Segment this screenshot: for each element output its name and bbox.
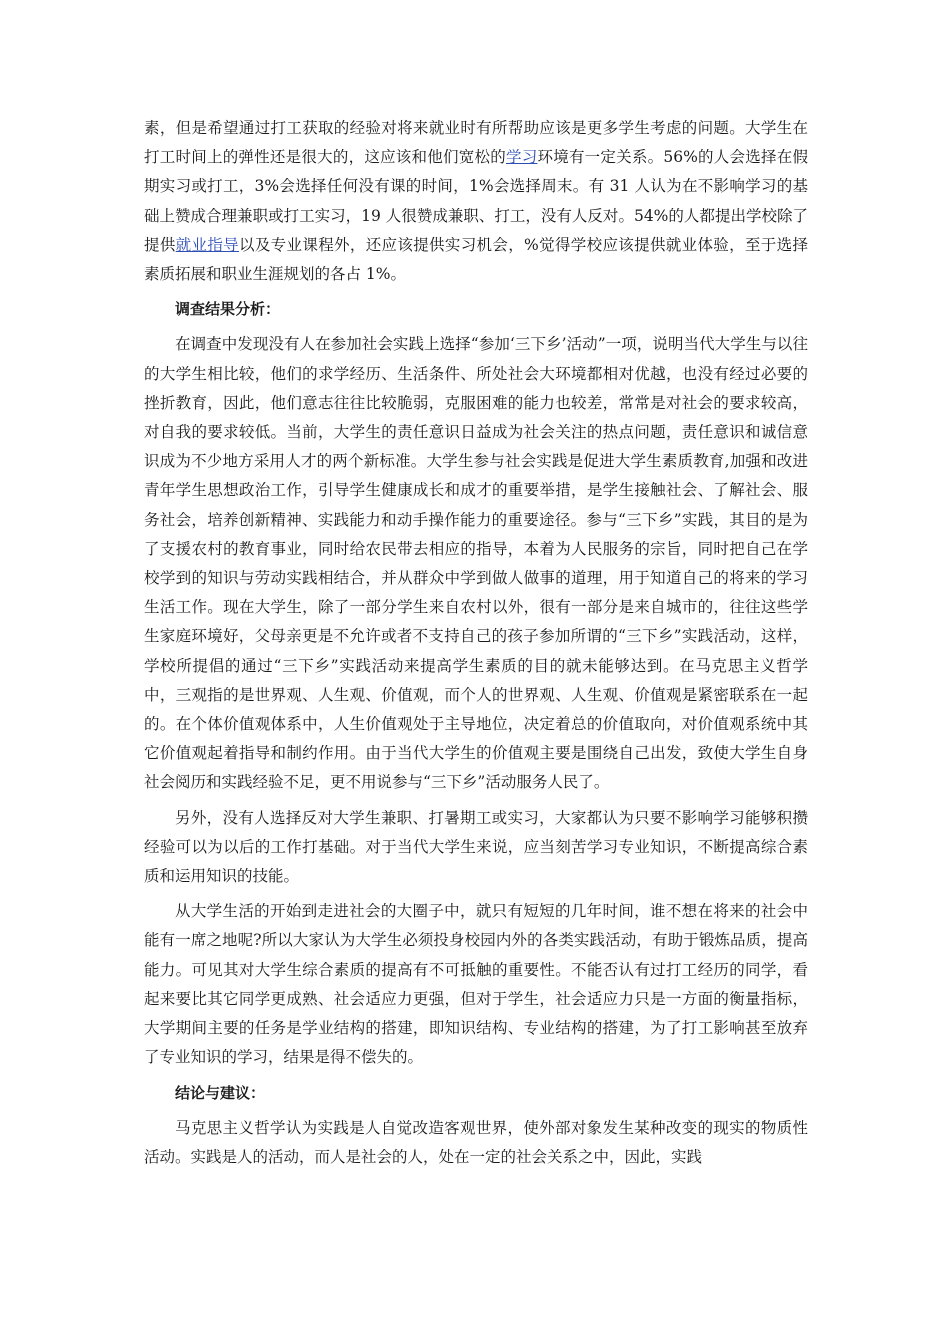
paragraph-part-time: 另外，没有人选择反对大学生兼职、打暑期工或实习，大家都认为只要不影响学习能够积攒经验可以为以后的工作打基础。对于当代大学生来说，应当刻苦学习专业知识，不断提高综合素质和运用知识的技能。 xyxy=(144,808,808,886)
link-employment-guidance[interactable]: 就业指导 xyxy=(175,235,240,254)
paragraph-practice: 从大学生活的开始到走进社会的大圈子中，就只有短短的几年时间，谁不想在将来的社会中能有一席之地呢?所以大家认为大学生必须投身校园内外的各类实践活动，有助于锻炼品质，提高能力。可见其对大学生综合素质的提高有不可抵触的重要性。不能否认有过打工经历的同学，看起来要比其它同学更成熟、社会适应力更强，但对于学生，社会适应力只是一方面的衡量指标，大学期间主要的任务是学业结构的搭建，即知识结构、专业结构的搭建，为了打工影响甚至放弃了专业知识的学习，结果是得不偿失的。 xyxy=(144,902,808,1067)
section-heading-analysis: 调查结果分析： xyxy=(175,300,281,319)
paragraph-text: 以及专业课程外，还应该提供实习机会，%觉得学校应该提供就业体验，至于选择素质拓展和职业生涯规划的各占 1%。 xyxy=(144,235,808,284)
paragraph-text: 环境有一定关系。56%的人会选择在假期实习或打工，3%会选择任何没有课的时间，1%会选择周末。有 31 人认为在不影响学习的基础上赞成合理兼职或打工实习，19 人很赞成兼职、打工，没有人反对。54%的人都提出学校除了提供 xyxy=(144,148,808,254)
paragraph-employment-survey xyxy=(144,114,808,289)
paragraph-analysis: 在调查中发现没有人在参加社会实践上选择“参加‘三下乡’活动”一项，说明当代大学生与以往的大学生相比较，他们的求学经历、生活条件、所处社会大环境都相对优越，也没有经过必要的挫折教育，因此，他们意志往往比较脆弱，克服困难的能力也较差，常常是对社会的要求较高，对自我的要求较低。当前，大学生的责任意识日益成为社会关注的热点问题，责任意识和诚信意识成为不少地方采用人才的两个新标准。大学生参与社会实践是促进大学生素质教育,加强和改进青年学生思想政治工作，引导学生健康成长和成才的重要举措，是学生接触社会、了解社会、服务社会，培养创新精神、实践能力和动手操作能力的重要途径。参与“三下乡”实践，其目的是为了支援农村的教育事业，同时给农民带去相应的指导，本着为人民服务的宗旨，同时把自己在学校学到的知识与劳动实践相结合，并从群众中学到做人做事的道理，用于知道自己的将来的学习生活工作。现在大学生，除了一部分学生来自农村以外，很有一部分是来自城市的，往往这些学生家庭环境好，父母亲更是不允许或者不支持自己的孩子参加所谓的“三下乡”实践活动，这样，学校所提倡的通过“三下乡”实践活动来提高学生素质的目的就未能够达到。在马克思主义哲学中，三观指的是世界观、人生观、价值观，而个人的世界观、人生观、价值观是紧密联系在一起的。在个体价值观体系中，人生价值观处于主导地位，决定着总的价值取向，对价值观系统中其它价值观起着指导和制约作用。由于当代大学生的价值观主要是围绕自己出发，致使大学生自身社会阅历和实践经验不足，更不用说参与“三下乡”活动服务人民了。 xyxy=(144,335,808,792)
paragraph-conclusion: 马克思主义哲学认为实践是人自觉改造客观世界，使外部对象发生某种改变的现实的物质性活动。实践是人的活动，而人是社会的人，处在一定的社会关系之中，因此，实践 xyxy=(144,1118,808,1166)
section-heading-conclusion: 结论与建议： xyxy=(175,1083,266,1102)
link-study[interactable]: 学习 xyxy=(505,148,538,167)
document-page xyxy=(144,114,808,1172)
paragraph-text: 素，但是希望通过打工获取的经验对将来就业时有所帮助应该是更多学生考虑的问题。大学生在打工时间上的弹性还是很大的，这应该和他们宽松的 xyxy=(144,119,808,167)
